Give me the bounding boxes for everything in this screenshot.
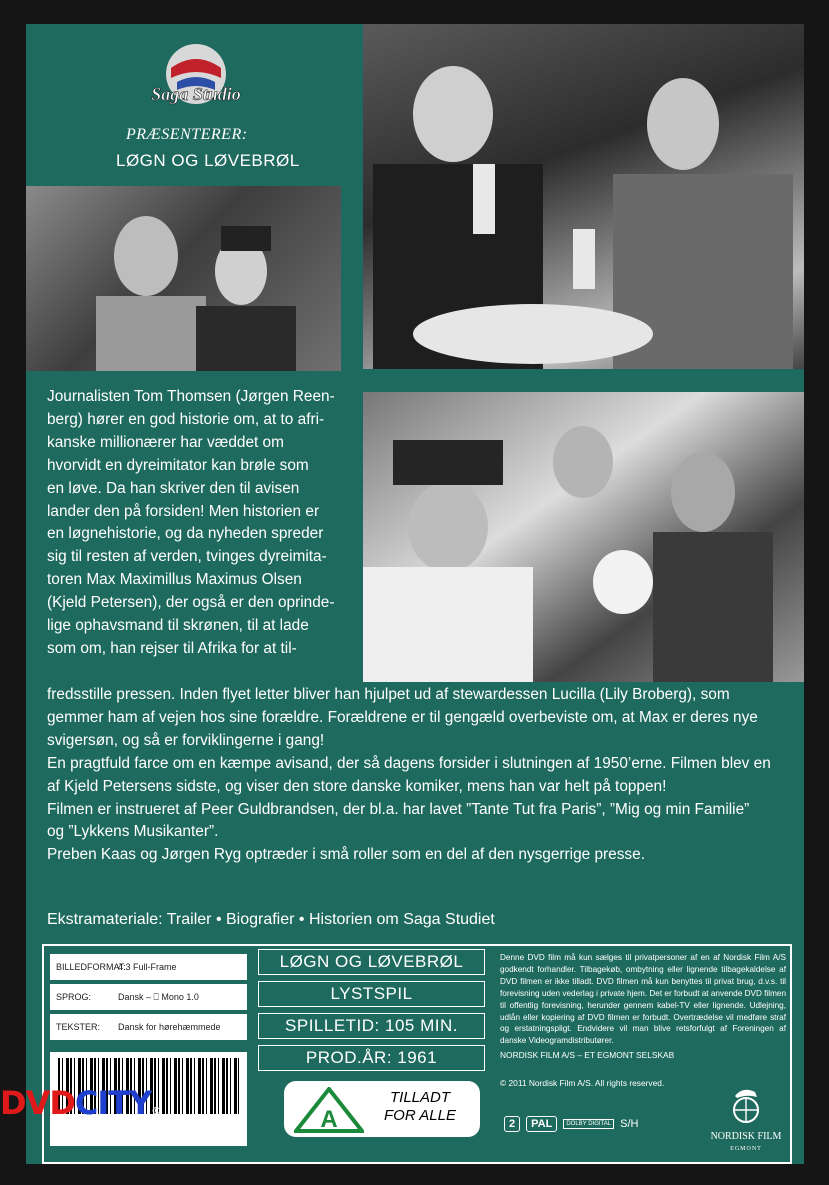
synopsis-line: en løgnehistorie, og da nyheden spreder [47,525,324,543]
rating-line: TILLADT [389,1089,450,1106]
synopsis-line: af Kjeld Petersens sidste, og viser den store danske komiker, mens han var helt på toppen! [47,777,667,795]
legal-text: Denne DVD film må kun sælges til privatpersoner af en af Nordisk Film A/S godkendt forhandler. Tilbagekøb, ombytning eller lignende tilbagekaldelse af DVD filmen er ikke tilladt. DVD filmen må kun benyttes til privat brug, d.v.s. til forevisning uden vederlag i private hjem. Det er forbudt at anvende DVD filmen til offentlig forevisning, herunder gennem kabel-TV eller lignende. Udlejning, udlån eller kopiering af DVD filmen er forbudt. Overtrædelse vil medføre straf og erstatningspligt. Endvidere vil man blive retsforfulgt af Foreningen af danske Videogramdistributører. [500,953,786,1046]
synopsis-line: og ”Lykkens Musikanter”. [47,823,219,841]
spec-value: Dansk for hørehæmmede [118,1022,221,1032]
synopsis-line: Preben Kaas og Jørgen Ryg optræder i små roller som en del af den nysgerrige presse. [47,846,645,864]
rating-line: FOR ALLE [384,1107,456,1124]
synopsis-line: Filmen er instrueret af Peer Guldbrandsen, der bl.a. har lavet ”Tante Tut fra Paris”, ”Mig og min Familie” [47,800,750,818]
synopsis-line: En pragtfuld farce om en kæmpe avisand, der så dagens forsider i slutningen af 1950’erne. Filmen blev en [47,754,771,772]
synopsis-line: (Kjeld Petersen), der også er den oprinde- [47,594,335,612]
presents-label: PRÆSENTERER: [126,126,248,143]
synopsis-line: en løve. Da han skriver den til avisen [47,479,300,497]
pal-badge: PAL [526,1116,557,1132]
spec-subtitles [50,1014,247,1040]
info-genre: LYSTSPIL [258,981,485,1007]
spec-value: Dansk – ⎕ Mono 1.0 [118,991,199,1002]
subtitles-badge: S/H [620,1118,639,1130]
extras-line: Ekstramateriale: Trailer • Biografier • Historien om Saga Studiet [47,911,495,928]
watermark-blue: CITY [74,1084,152,1122]
dolby-digital-icon: DOLBY DIGITAL [563,1119,614,1129]
legal-copyright: © 2011 Nordisk Film A/S. All rights reserved. [500,1078,665,1088]
rating-label [370,1089,470,1125]
spec-format [50,954,247,980]
svg-text:Saga Studio: Saga Studio [151,84,241,104]
synopsis-line: lander den på forsiden! Men historien er [47,502,320,520]
nordisk-film-name: NORDISK FILM [710,1131,782,1142]
spec-language [50,984,247,1010]
saga-studio-logo [131,38,261,118]
rating-triangle-icon [294,1087,364,1133]
spec-label: SPROG: [56,992,92,1002]
synopsis-line: fredsstille pressen. Inden flyet letter bliver han hjulpet ud af stewardessen Lucilla (Lily Broberg), som [47,686,730,703]
still-photo-toast [363,24,804,369]
watermark-red: DVD [0,1084,75,1122]
svg-text:A: A [320,1106,338,1133]
tech-logos [504,1116,638,1132]
dvdcity-watermark [0,1084,160,1122]
synopsis-line: gemmer ham af vejen hos sine forældre. Forældrene er til gengæld overbeviste om, at Max er deres nye [47,708,758,726]
synopsis-wide [47,684,785,867]
back-cover [26,24,804,1164]
synopsis-line: Journalisten Tom Thomsen (Jørgen Reen- [47,388,335,405]
movie-title-header: LØGN OG LØVEBRØL [116,151,300,170]
still-photo-bedroom [363,392,804,682]
spec-label: TEKSTER: [56,1022,101,1032]
synopsis-line: berg) hører en god historie om, at to afri- [47,410,325,428]
synopsis-line: kanske millionærer har væddet om [47,433,284,451]
polar-bear-globe-icon [729,1084,763,1124]
registered-mark: ® [151,1106,161,1117]
info-runtime: SPILLETID: 105 MIN. [258,1013,485,1039]
synopsis-line: som om, han rejser til Afrika for at til- [47,639,297,657]
synopsis-line: svigersøn, og så er forviklingerne i gang! [47,731,325,749]
info-title: LØGN OG LØVEBRØL [258,949,485,975]
region-code: 2 [504,1116,520,1132]
synopsis-line: toren Max Maximillus Maximus Olsen [47,571,302,589]
nordisk-film-logo [706,1084,786,1152]
still-photo-couple [26,186,341,371]
age-rating-badge [284,1081,480,1137]
spec-label: BILLEDFORMAT: [56,962,126,972]
synopsis-line: lige ophavsmand til skrønen, til at lade [47,617,309,635]
spec-value: 4.3 Full-Frame [118,962,177,972]
synopsis-narrow [47,386,341,661]
synopsis-line: sig til resten af verden, tvinges dyreimita- [47,548,327,566]
info-year: PROD.ÅR: 1961 [258,1045,485,1071]
synopsis-line: hvorvidt en dyreimitator kan brøle som [47,456,309,474]
legal-company: NORDISK FILM A/S – ET EGMONT SELSKAB [500,1050,675,1060]
egmont-name: EGMONT [730,1146,762,1152]
